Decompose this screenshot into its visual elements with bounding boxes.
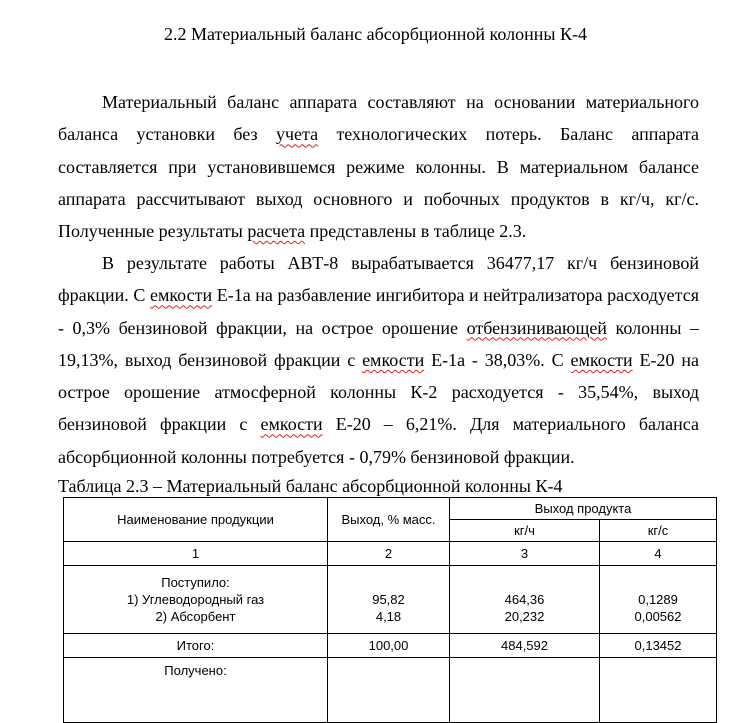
header-kgs: кг/с	[600, 520, 717, 542]
header-product-name: Наименование продукции	[64, 498, 328, 542]
row-kgh: 464,36	[504, 592, 545, 607]
row-name: 1) Углеводородный газ	[126, 592, 265, 607]
row-name: 2) Абсорбент	[155, 609, 236, 624]
table-caption: Таблица 2.3 – Материальный баланс абсорбционной колонны К-4	[58, 476, 563, 496]
received-label: Поступило:	[161, 575, 230, 590]
row-pct: 95,82	[372, 592, 405, 607]
header-kgh: кг/ч	[450, 520, 600, 542]
row-pct: 4,18	[375, 609, 402, 624]
row-kgs: 0,1289	[638, 592, 678, 607]
table-row-total: Итого: 100,00 484,592 0,13452	[64, 634, 717, 658]
header-output: Выход продукта	[450, 498, 717, 520]
row-kgs: 0,00562	[634, 609, 682, 624]
table-row-received	[64, 566, 717, 634]
header-yield: Выход, % масс.	[328, 498, 450, 542]
paragraph-intro: Материальный баланс аппарата составляют на основании материального баланса установки без учета технологических потерь. Баланс аппарата составляется при установившемся режиме колонны. В материальном балансе аппарата рассчитывают выход основного и побочных продуктов в кг/ч, кг/с. Полученные результаты расчета представлены в таблице 2.3.	[58, 92, 699, 242]
table-row-produced: Получено:	[64, 658, 717, 723]
row-kgh: 20,232	[504, 609, 545, 624]
balance-table	[63, 497, 717, 723]
column-number-row: 1 2 3 4	[64, 542, 717, 566]
paragraph-details: В результате работы АВТ-8 вырабатывается 36477,17 кг/ч бензиновой фракции. С емкости Е-1а на разбавление ингибитора и нейтрализатора расходуется - 0,3% бензиновой фракции, на острое орошение отбензинивающей колонны – 19,13%, выход бензиновой фракции с емкости Е-1а - 38,03%. С емкости Е-20 на острое орошение атмосферной колонны К-2 расходуется - 35,54%, выход бензиновой фракции с емкости Е-20 – 6,21%. Для материального баланса абсорбционной колонны потребуется - 0,79% бензиновой фракции.	[58, 253, 700, 467]
section-heading: 2.2 Материальный баланс абсорбционной колонны К-4	[163, 24, 587, 44]
